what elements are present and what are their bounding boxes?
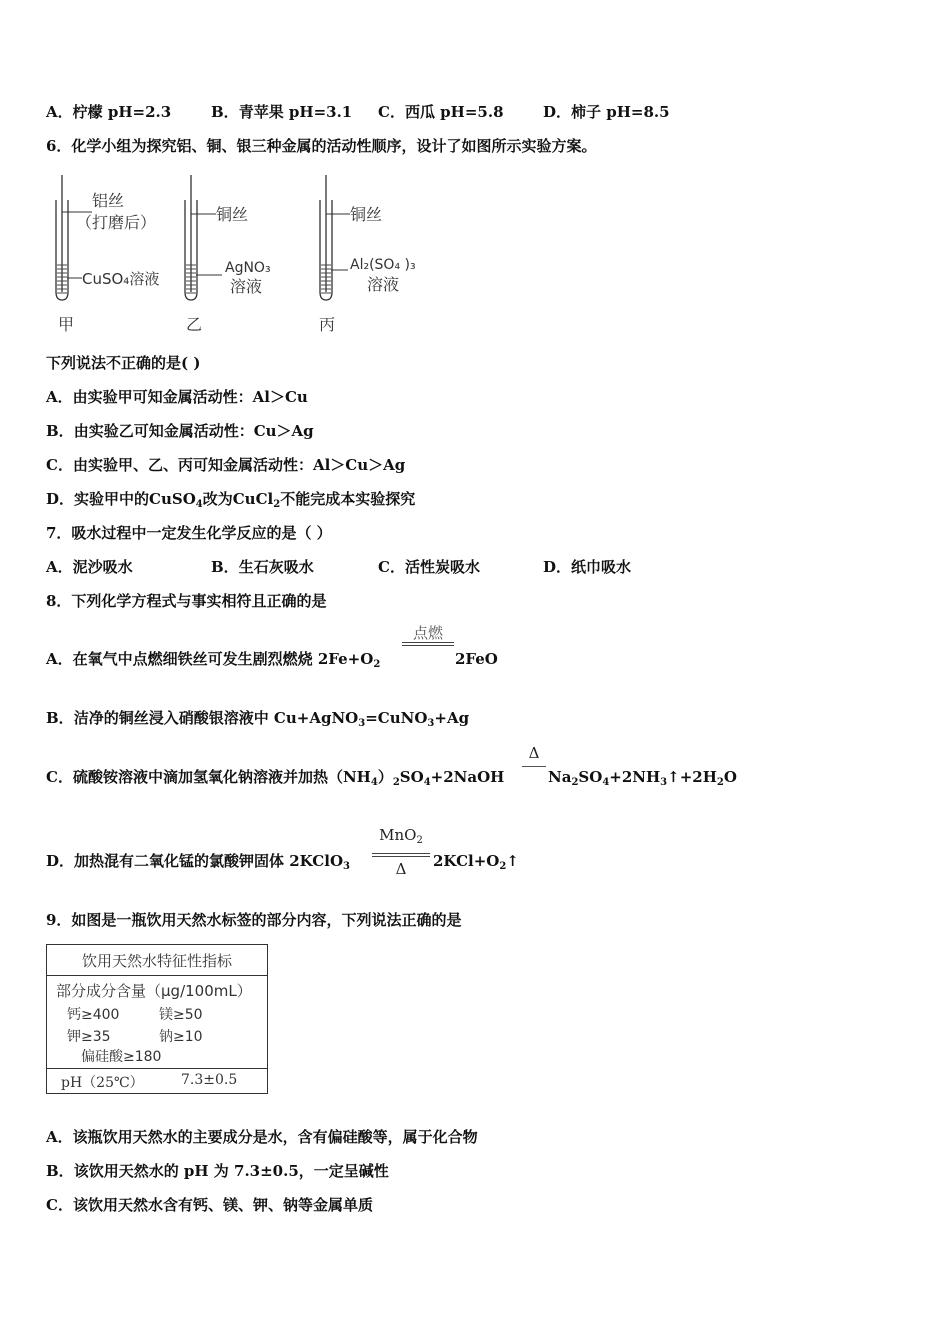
q6-option-d: D．实验甲中的CuSO$_4$改为CuCl$_2$不能完成本实验探究 (46, 490, 416, 510)
q7-option-d: D．纸巾吸水 (543, 558, 632, 576)
q8d-reaction-arrow (372, 826, 430, 878)
q8d-condition-top: MnO$_2$ (379, 826, 423, 846)
tube3-solution-line1: Al₂(SO₄ )₃ (350, 257, 416, 273)
tube1-wire-label: 铝丝 (92, 191, 125, 210)
label-ph-name: pH（25℃） (61, 1075, 144, 1091)
q8-option-b: B．洁净的铜丝浸入硝酸银溶液中 Cu+AgNO$_3$=CuNO$_3$+Ag (46, 709, 470, 729)
q6-stem: 6．化学小组为探究铝、铜、银三种金属的活动性顺序，设计了如图所示实验方案。 (46, 137, 597, 155)
q9-stem: 9．如图是一瓶饮用天然水标签的部分内容，下列说法正确的是 (46, 911, 462, 929)
q8c-reaction-arrow (522, 744, 546, 767)
label-sodium: 钠≥10 (159, 1029, 203, 1045)
tube1-solution: CuSO₄溶液 (82, 270, 160, 288)
q8a-condition: 点燃 (412, 624, 443, 642)
q8a-product: 2FeO (455, 650, 498, 668)
q7-option-a: A．泥沙吸水 (46, 558, 133, 576)
q8-option-c: C．硫酸铵溶液中滴加氢氧化钠溶液并加热$(NH_4)_2SO_4+2NaOH$ (46, 768, 505, 788)
q9-option-b: B．该饮用天然水的 pH 为 7.3±0.5，一定呈碱性 (46, 1162, 389, 1180)
q8a-reaction-arrow (402, 624, 454, 646)
q9-option-a: A．该瓶饮用天然水的主要成分是水，含有偏硅酸等，属于化合物 (46, 1128, 478, 1146)
q6-option-b: B．由实验乙可知金属活动性：Cu＞Ag (46, 422, 314, 440)
q5-option-c: C．西瓜 pH=5.8 (378, 103, 504, 121)
q6-option-a: A．由实验甲可知金属活动性：Al＞Cu (46, 388, 308, 406)
q9-option-c: C．该饮用天然水含有钙、镁、钾、钠等金属单质 (46, 1196, 373, 1214)
q8d-product: $2KCl+O_2↑$ (433, 852, 519, 872)
q8-option-a: A．在氧气中点燃细铁丝可发生剧烈燃烧 $2Fe+O_2$ (46, 650, 381, 670)
tube1-label: 甲 (58, 315, 75, 334)
q5-option-a: A．柠檬 pH=2.3 (46, 103, 172, 121)
test-tube-bing (320, 175, 350, 300)
q8d-condition-bottom: Δ (395, 860, 407, 878)
q8c-condition: Δ (528, 744, 540, 762)
tube2-solution-line2: 溶液 (230, 277, 263, 296)
q7-option-b: B．生石灰吸水 (211, 558, 314, 576)
label-magnesium: 镁≥50 (159, 1007, 203, 1023)
tube3-wire-label: 铜丝 (350, 205, 383, 224)
tube2-solution-line1: AgNO₃ (225, 260, 271, 276)
q7-option-c: C．活性炭吸水 (378, 558, 480, 576)
label-title: 饮用天然水特征性指标 (81, 952, 232, 970)
q7-stem: 7．吸水过程中一定发生化学反应的是（ ） (46, 524, 332, 542)
label-ph-value: 7.3±0.5 (181, 1072, 238, 1088)
q8c-product: $Na_2SO_4+2NH_3↑+2H_2O$ (548, 768, 737, 788)
tube2-label: 乙 (186, 315, 203, 334)
q5-option-b: B．青苹果 pH=3.1 (211, 103, 353, 121)
label-calcium: 钙≥400 (67, 1007, 120, 1023)
tube3-label: 丙 (319, 315, 336, 334)
experiment-figure (40, 170, 440, 340)
q6-option-c: C．由实验甲、乙、丙可知金属活动性：Al＞Cu＞Ag (46, 456, 406, 474)
q6-prompt: 下列说法不正确的是( ) (46, 354, 201, 372)
q8-option-d: D．加热混有二氧化锰的氯酸钾固体 2KClO$_3$ (46, 852, 350, 872)
label-metasilicic-acid: 偏硅酸≥180 (81, 1049, 162, 1065)
test-tube-yi (185, 175, 222, 300)
tube1-note: （打磨后） (76, 213, 157, 232)
label-subtitle: 部分成分含量（μg/100mL） (56, 982, 252, 1000)
q8-stem: 8．下列化学方程式与事实相符且正确的是 (46, 592, 327, 610)
tube2-wire-label: 铜丝 (216, 205, 249, 224)
label-potassium: 钾≥35 (67, 1029, 111, 1045)
water-label-table (46, 944, 268, 1094)
tube3-solution-line2: 溶液 (367, 275, 400, 294)
q5-option-d: D．柿子 pH=8.5 (543, 103, 670, 121)
